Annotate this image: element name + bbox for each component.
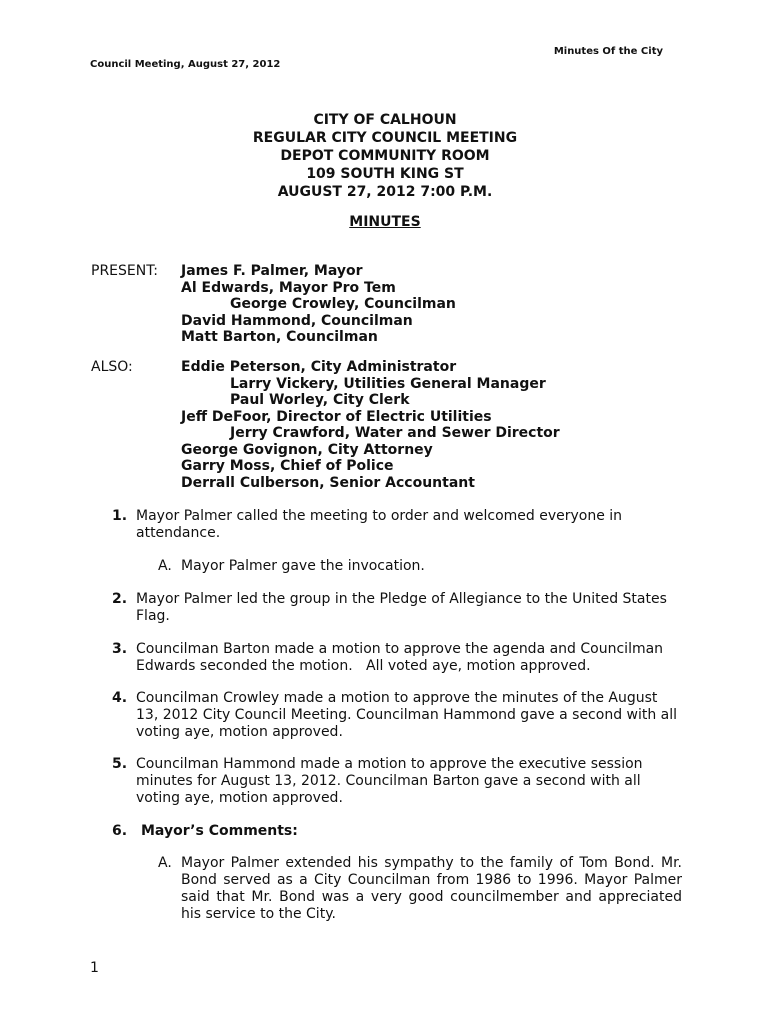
item-number: 6. [112,823,128,839]
item-number: 5. [112,756,128,772]
running-header-left: Council Meeting, August 27, 2012 [90,59,281,70]
attendee: Larry Vickery, Utilities General Manager [230,375,546,392]
attendee: Jeff DeFoor, Director of Electric Utilities [181,408,492,425]
attendee: Matt Barton, Councilman [181,329,378,345]
agenda-subitem [158,855,682,923]
also-list [181,359,560,491]
item-number: 4. [112,690,128,706]
item-number: 1. [112,508,128,524]
attendee: Paul Worley, City Clerk [230,392,410,408]
title-line: REGULAR CITY COUNCIL MEETING [252,130,518,146]
agenda-item [112,508,682,542]
title-line: 109 SOUTH KING ST [306,166,464,182]
title-line: DEPOT COMMUNITY ROOM [280,148,490,164]
attendee: James F. Palmer, Mayor [181,263,363,279]
attendee: David Hammond, Councilman [181,312,413,329]
also-label: ALSO: [91,359,133,375]
agenda-item [112,641,682,675]
agenda-item [112,591,682,625]
running-header-right: Minutes Of the City [553,46,663,57]
item-heading: Mayor’s Comments: [141,823,298,839]
item-text: Councilman Crowley made a motion to approve the minutes of the August 13, 2012 City Council Meeting. Councilman Hammond gave a second with all voting aye, motion approved. [136,690,678,740]
attendee: Jerry Crawford, Water and Sewer Director [230,425,560,441]
agenda-item [112,823,682,840]
subitem-letter: A. [158,558,172,574]
subitem-text: Mayor Palmer extended his sympathy to the family of Tom Bond. Mr. Bond served as a City Councilman from 1986 to 1996. Mayor Palmer said that Mr. Bond was a very good councilmember and appreciated his service to the City. [181,855,682,922]
present-list [181,263,456,346]
item-number: 2. [112,591,128,607]
agenda-item [112,756,682,807]
minutes-heading: MINUTES [349,214,421,230]
title-line: AUGUST 27, 2012 7:00 P.M. [277,184,493,200]
page-number: 1 [90,960,99,976]
subitem-letter: A. [158,855,172,871]
item-text: Mayor Palmer led the group in the Pledge of Allegiance to the United States Flag. [136,591,667,624]
agenda-subitem [158,558,682,575]
present-label: PRESENT: [91,263,158,279]
attendee: Garry Moss, Chief of Police [181,458,394,474]
attendee: Eddie Peterson, City Administrator [181,359,457,375]
item-text: Councilman Barton made a motion to approve the agenda and Councilman Edwards seconded the motion. All voted aye, motion approved. [136,641,668,674]
document-title [0,111,770,201]
attendee: Derrall Culberson, Senior Accountant [181,474,475,491]
item-number: 3. [112,641,128,657]
attendee: George Crowley, Councilman [230,296,456,312]
item-text: Mayor Palmer called the meeting to order and welcomed everyone in attendance. [136,508,623,541]
subitem-text: Mayor Palmer gave the invocation. [181,558,425,574]
item-text: Councilman Hammond made a motion to approve the executive session minutes for August 13, 2012. Councilman Barton gave a second with all voting aye, motion approved. [136,756,643,806]
title-line: CITY OF CALHOUN [313,112,457,128]
attendee: George Govignon, City Attorney [181,441,433,458]
agenda-item [112,690,682,741]
attendee: Al Edwards, Mayor Pro Tem [181,279,396,296]
